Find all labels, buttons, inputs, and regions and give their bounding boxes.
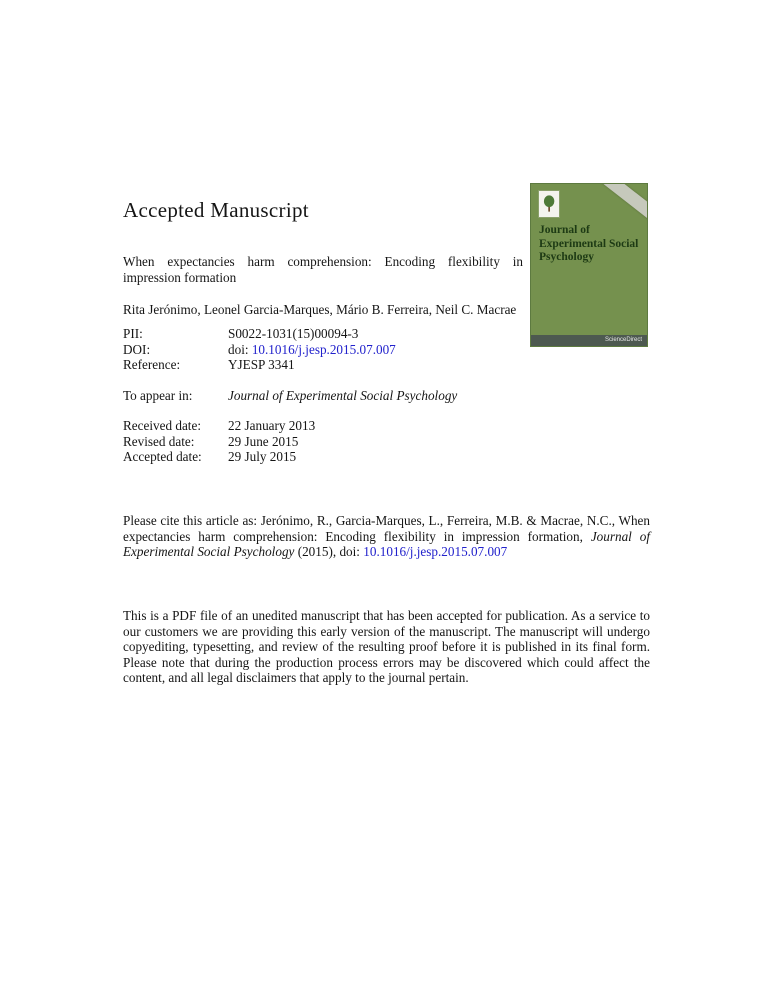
reference-row bbox=[123, 357, 396, 373]
to-appear-block bbox=[123, 388, 457, 404]
citation-journal-name: Journal of Experimental Social Psychology bbox=[123, 528, 650, 559]
journal-cover-image bbox=[530, 183, 648, 347]
accepted-date-value: 29 July 2015 bbox=[228, 449, 297, 465]
journal-logo-box bbox=[538, 190, 560, 218]
accepted-date-row bbox=[123, 449, 315, 465]
doi-value bbox=[228, 342, 396, 358]
to-appear-label: To appear in: bbox=[123, 388, 193, 403]
identifier-block bbox=[123, 326, 396, 373]
dates-block bbox=[123, 418, 315, 465]
doi-link[interactable]: 10.1016/j.jesp.2015.07.007 bbox=[251, 341, 396, 357]
received-date-label: Received date: bbox=[123, 418, 201, 433]
cover-corner-ribbon bbox=[592, 183, 648, 228]
citation-mid: (2015), doi: bbox=[294, 544, 364, 559]
citation-paragraph bbox=[123, 513, 650, 560]
page-title: Accepted Manuscript bbox=[123, 198, 309, 222]
pii-row bbox=[123, 326, 396, 342]
article-title: When expectancies harm comprehension: Encoding flexibility in impression formation bbox=[123, 254, 523, 285]
pii-value: S0022-1031(15)00094-3 bbox=[228, 326, 359, 341]
doi-label: DOI: bbox=[123, 341, 151, 357]
doi-prefix: doi: bbox=[228, 341, 252, 357]
to-appear-row bbox=[123, 388, 457, 404]
sciencedirect-banner: ScienceDirect bbox=[531, 335, 647, 346]
reference-value: YJESP 3341 bbox=[228, 357, 295, 373]
disclaimer-paragraph: This is a PDF file of an unedited manuscript that has been accepted for publication. As a service to our customers we are providing this early version of the manuscript. The manuscript will undergo copyediting, typesetting, and review of the resulting proof before it is published in its final form. Please note that during the production process errors may be discovered which could affect the content, and all legal disclaimers that apply to the journal pertain. bbox=[123, 608, 650, 685]
pii-label: PII: bbox=[123, 326, 143, 341]
citation-doi-link[interactable]: 10.1016/j.jesp.2015.07.007 bbox=[363, 544, 508, 559]
revised-date-value: 29 June 2015 bbox=[228, 433, 299, 449]
received-date-row bbox=[123, 418, 315, 434]
doi-row bbox=[123, 342, 396, 358]
revised-date-row bbox=[123, 434, 315, 450]
journal-cover-title: Journal of Experimental Social Psychology bbox=[539, 224, 639, 263]
author-list: Rita Jerónimo, Leonel Garcia-Marques, Mário B. Ferreira, Neil C. Macrae bbox=[123, 302, 517, 317]
revised-date-label: Revised date: bbox=[123, 433, 195, 449]
reference-label: Reference: bbox=[123, 357, 181, 373]
citation-lead: Please cite this article as: Jerónimo, R., Garcia-Marques, L., Ferreira, M.B. & Macrae, N.C., When expectancies harm comprehension: Encoding flexibility in impression formation, bbox=[123, 513, 650, 544]
tree-icon bbox=[542, 195, 556, 213]
to-appear-journal: Journal of Experimental Social Psychology bbox=[228, 388, 458, 403]
accepted-date-label: Accepted date: bbox=[123, 449, 202, 465]
received-date-value: 22 January 2013 bbox=[228, 418, 316, 433]
